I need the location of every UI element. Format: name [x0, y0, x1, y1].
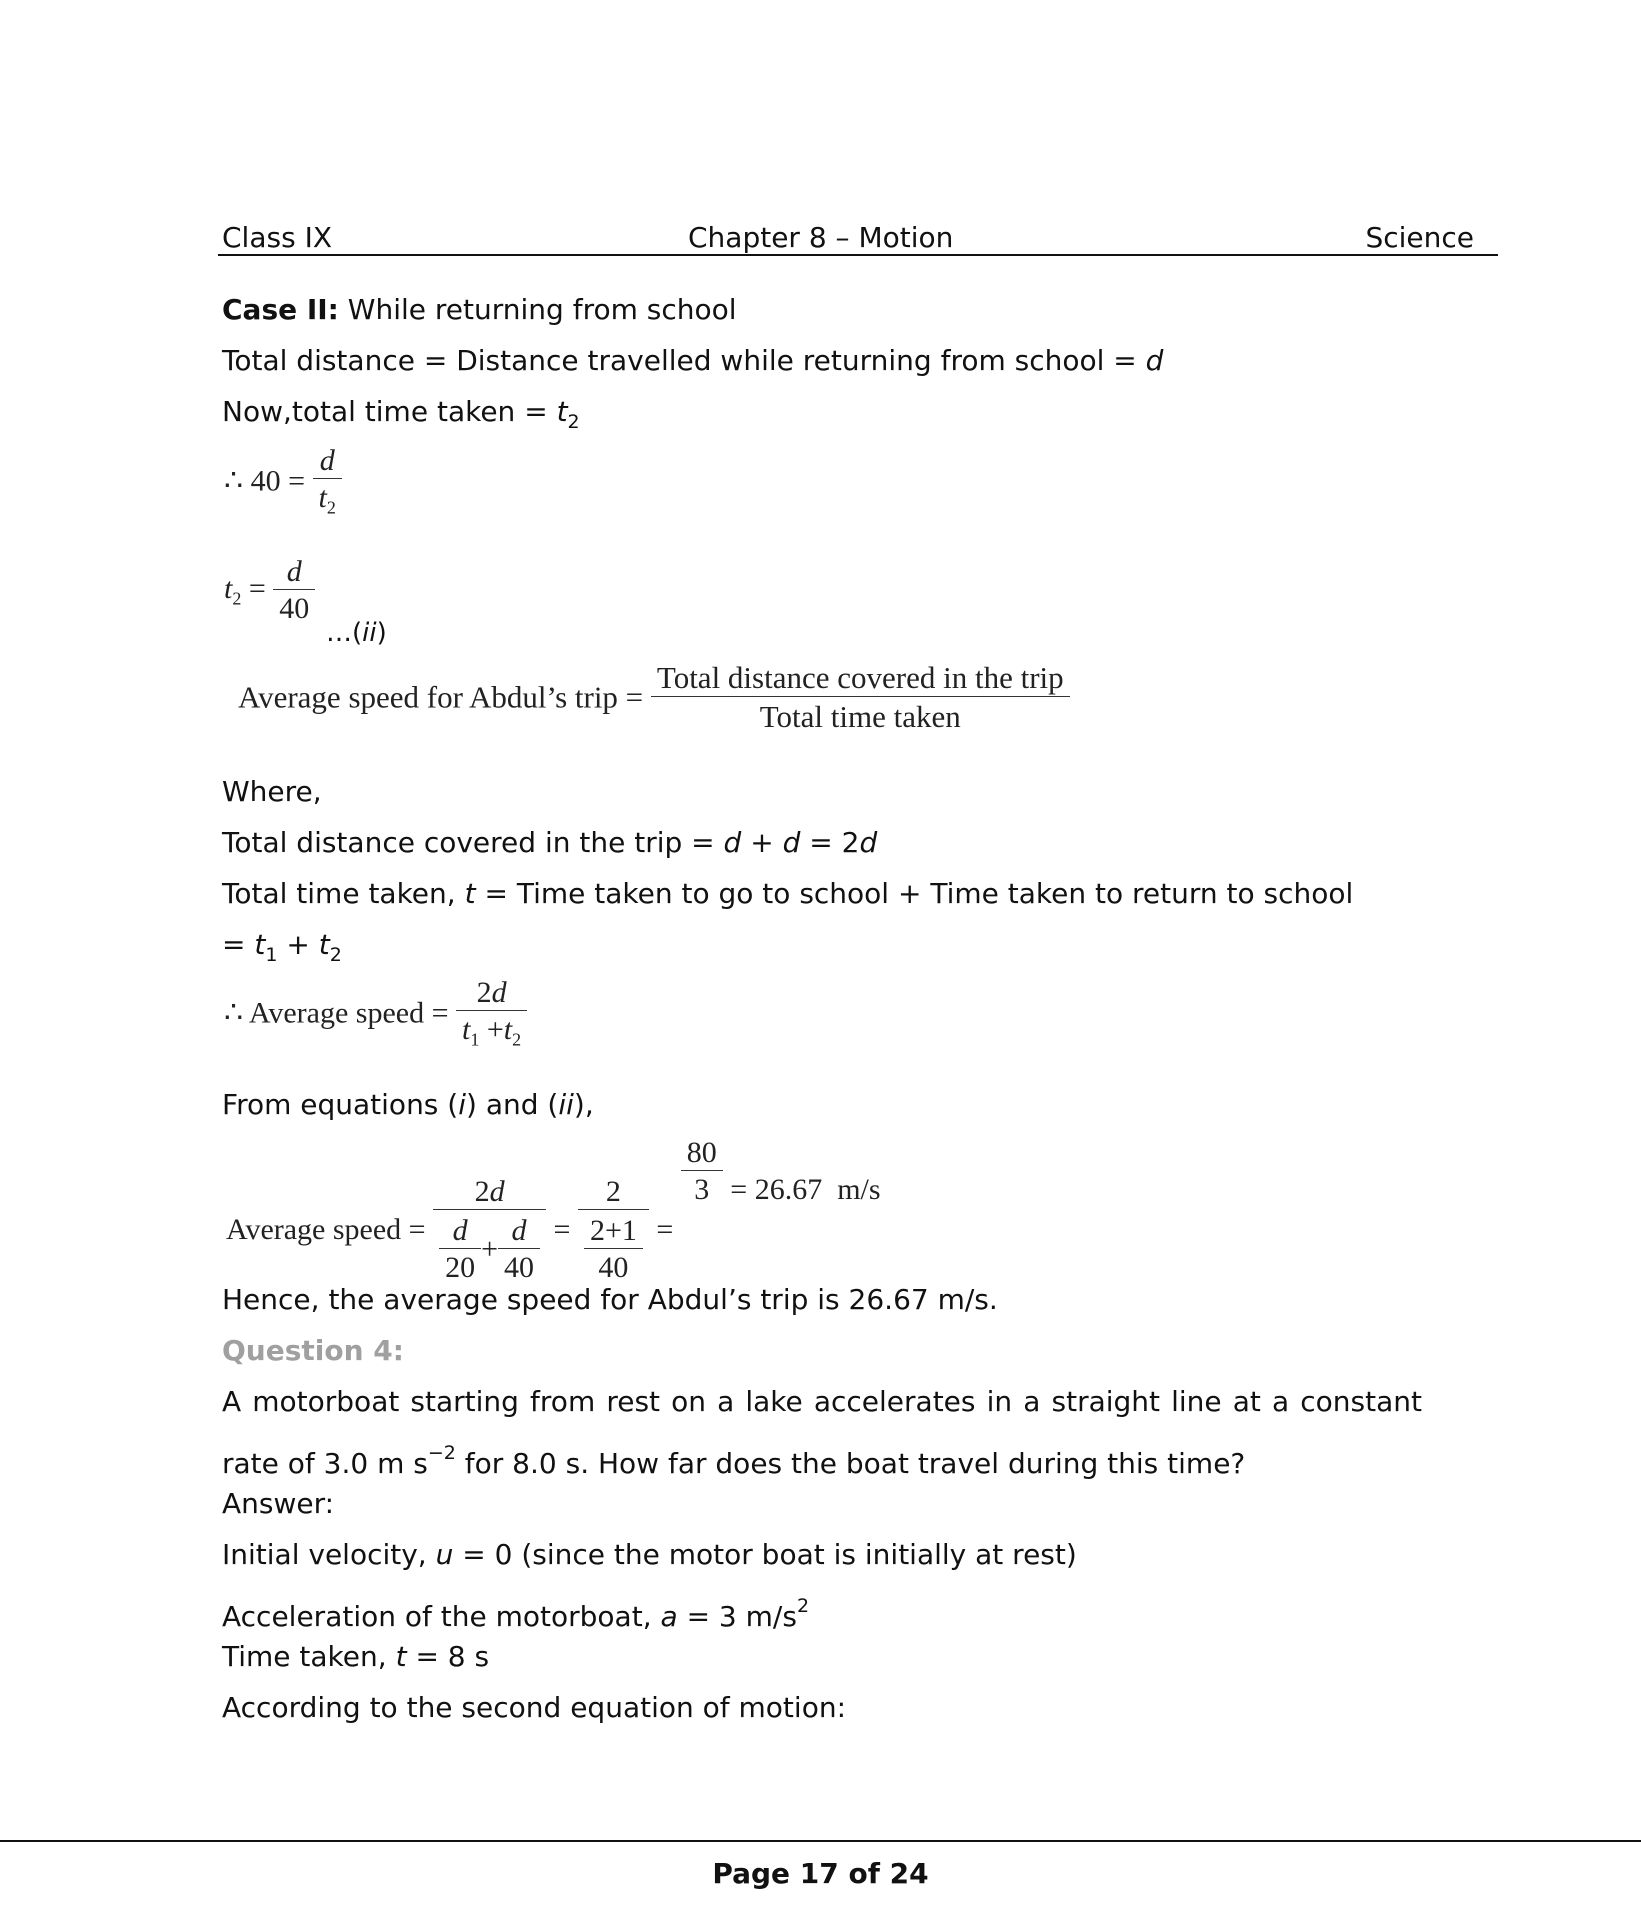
sum-t1-sub: 1	[265, 944, 278, 966]
eq1-prefix: ∴ 40 =	[224, 464, 306, 498]
eq2-lhs	[224, 571, 266, 609]
eq5-fraction-3	[681, 1136, 723, 1207]
eq4-numerator	[456, 976, 527, 1010]
eq5-fraction-2	[578, 1175, 649, 1285]
total-time-taken-line	[222, 874, 1353, 914]
eq2-equals: =	[248, 571, 266, 605]
initial-velocity-rest: = 0 (since the motor boat is initially at rest)	[453, 1538, 1077, 1571]
from-eq-text-a: From equations (	[222, 1088, 459, 1121]
acceleration-text: Acceleration of the motorboat,	[222, 1600, 661, 1633]
distance-d1: d	[723, 826, 742, 859]
question4-line2-b: for 8.0 s. How far does the boat travel during this time?	[455, 1447, 1246, 1480]
distance-plus: +	[741, 826, 783, 859]
eq5-f1-num-coeff: 2	[474, 1175, 490, 1209]
sum-plus: +	[277, 928, 319, 961]
sum-prefix: =	[222, 928, 255, 961]
total-time-var: t	[556, 395, 568, 428]
time-taken-line	[222, 1637, 489, 1677]
sum-t1: t	[254, 928, 266, 961]
eq4-den-t2: t	[503, 1013, 513, 1046]
eq5-equals-a: =	[553, 1213, 571, 1247]
eq2-tag-suffix: )	[376, 618, 387, 648]
eq5-f1-sub2-den: 40	[498, 1248, 540, 1285]
eq4-den-t2-sub: 2	[512, 1029, 522, 1050]
header-class: Class IX	[222, 221, 333, 254]
eq1-denominator	[313, 478, 342, 518]
eq5-f1-denominator	[433, 1209, 546, 1285]
eq5-equals-b: =	[656, 1213, 674, 1247]
distance-covered-text: Total distance covered in the trip =	[222, 826, 724, 859]
question4-line2	[222, 1433, 1246, 1480]
eq4-fraction	[456, 976, 527, 1050]
eq2-denominator: 40	[273, 589, 315, 626]
eq4-num-coeff: 2	[476, 976, 492, 1009]
from-eq-text-c: ),	[573, 1088, 594, 1121]
eq5-f1-sub1-num: d	[452, 1214, 468, 1248]
from-eq-ii: ii	[558, 1088, 574, 1121]
total-time-line	[222, 392, 580, 432]
time-taken-variable: t	[395, 1640, 407, 1673]
eq1-den-var: t	[318, 481, 327, 514]
sum-t2-sub: 2	[329, 944, 342, 966]
eq5-f2-subfrac	[584, 1214, 643, 1285]
eq5-f1-sub1-den: 20	[439, 1248, 481, 1285]
eq2-lhs-var: t	[224, 571, 233, 605]
case2-heading	[222, 290, 737, 330]
eq5-result: = 26.67 m/s	[730, 1173, 881, 1206]
eq4-prefix: ∴ Average speed =	[224, 996, 449, 1030]
case2-title: While returning from school	[338, 293, 737, 326]
from-eq-i: i	[458, 1088, 467, 1121]
question4-title: Question 4:	[222, 1334, 404, 1367]
from-equations-line	[222, 1085, 594, 1125]
where-label: Where,	[222, 775, 322, 808]
question4-line2-sup: −2	[427, 1442, 456, 1464]
total-distance-var: d	[1145, 344, 1164, 377]
hence-line: Hence, the average speed for Abdul’s trip is 26.67 m/s.	[222, 1283, 998, 1316]
eq5-fraction-1	[433, 1175, 546, 1285]
equation-average-speed-definition	[238, 660, 1070, 735]
total-distance-text: Total distance = Distance travelled while returning from school =	[222, 344, 1146, 377]
eq5-f3-numerator: 80	[686, 1136, 717, 1169]
question4-line1: A motorboat starting from rest on a lake accelerates in a straight line at a constant	[222, 1385, 1422, 1418]
eq3-numerator: Total distance covered in the trip	[656, 660, 1064, 695]
time-taken-value: = 8 s	[406, 1640, 490, 1673]
total-time-sub: 2	[567, 411, 580, 433]
second-equation-line: According to the second equation of motion:	[222, 1691, 846, 1724]
distance-d3: d	[859, 826, 878, 859]
eq1-numerator: d	[319, 444, 335, 477]
acceleration-var: a	[660, 1600, 678, 1633]
question4-line2-a: rate of 3.0 m s	[222, 1447, 428, 1480]
initial-velocity-line	[222, 1535, 1077, 1575]
eq1-den-sub: 2	[326, 497, 336, 518]
eq5-f1-plus: +	[481, 1232, 499, 1266]
equation-average-speed-2d	[224, 976, 527, 1050]
acceleration-line	[222, 1586, 810, 1633]
time-taken-text: Total time taken,	[222, 877, 465, 910]
eq5-f2-numerator: 2	[605, 1175, 621, 1209]
eq2-numerator: d	[286, 555, 302, 588]
eq4-num-var: d	[491, 976, 507, 1009]
acceleration-value: = 3 m/s	[677, 1600, 797, 1633]
header-subject: Science	[1365, 221, 1474, 254]
sum-t2: t	[318, 928, 330, 961]
eq4-den-t1-sub: 1	[470, 1029, 480, 1050]
eq2-lhs-sub: 2	[232, 588, 242, 609]
time-sum-line	[222, 925, 342, 965]
footer-rule	[0, 1840, 1641, 1842]
eq3-fraction	[651, 660, 1070, 735]
equation-average-speed-result	[226, 1136, 881, 1285]
eq5-f2-sub-num: 2+1	[589, 1214, 637, 1248]
eq5-f2-denominator	[578, 1209, 649, 1285]
time-taken-label: Time taken,	[222, 1640, 396, 1673]
page-number: Page 17 of 24	[712, 1857, 929, 1890]
page-header	[218, 218, 1498, 258]
eq4-denominator	[456, 1010, 527, 1050]
equation-t2	[224, 555, 315, 626]
eq5-f1-numerator	[433, 1175, 546, 1209]
acceleration-sup: 2	[796, 1595, 810, 1617]
initial-velocity-var: u	[435, 1538, 454, 1571]
from-eq-text-b: ) and (	[466, 1088, 559, 1121]
eq5-f2-sub-den: 40	[584, 1248, 643, 1285]
header-chapter: Chapter 8 – Motion	[688, 221, 954, 254]
case2-label: Case II:	[222, 293, 339, 326]
distance-equals: = 2	[800, 826, 860, 859]
eq5-f1-subfrac-2	[498, 1214, 540, 1285]
eq2-tag-label: ii	[362, 618, 377, 648]
eq2-fraction	[273, 555, 315, 626]
header-rule	[218, 254, 1498, 256]
time-taken-var: t	[464, 877, 476, 910]
eq3-lhs: Average speed for Abdul’s trip =	[238, 679, 644, 715]
eq4-den-plus: +	[479, 1013, 504, 1046]
equation-speed-40	[224, 444, 342, 518]
distance-d2: d	[782, 826, 801, 859]
distance-covered-line	[222, 823, 877, 863]
eq5-lhs: Average speed =	[226, 1213, 426, 1247]
total-distance-line	[222, 341, 1163, 381]
total-time-text: Now,total time taken =	[222, 395, 557, 428]
eq5-f3-denominator: 3	[681, 1170, 723, 1207]
eq4-den-t1: t	[462, 1013, 471, 1046]
answer-label: Answer:	[222, 1487, 335, 1520]
time-taken-rest: = Time taken to go to school + Time taken to return to school	[475, 877, 1354, 910]
eq5-f1-sub2-num: d	[511, 1214, 527, 1248]
eq3-denominator: Total time taken	[651, 696, 1070, 735]
eq5-f1-num-var: d	[489, 1175, 505, 1209]
eq2-tag-prefix: …(	[326, 618, 363, 648]
eq5-f1-subfrac-1	[439, 1214, 481, 1285]
eq1-fraction	[313, 444, 342, 518]
initial-velocity-text: Initial velocity,	[222, 1538, 436, 1571]
eq2-tag	[326, 613, 387, 653]
